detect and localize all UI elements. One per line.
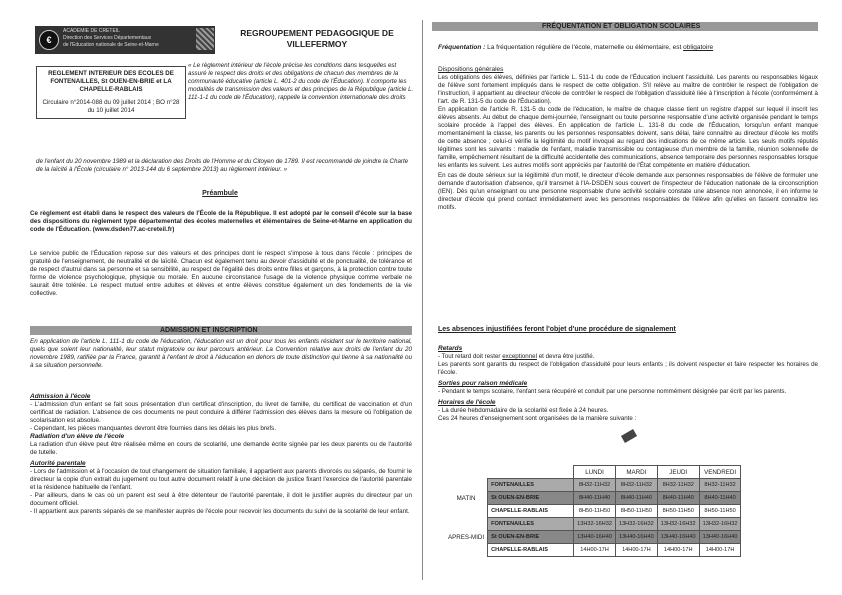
retards-line-1-end: et devra être justifié. bbox=[538, 353, 595, 360]
dispositions-block bbox=[438, 66, 818, 212]
pen-mark-icon bbox=[621, 429, 637, 443]
period-apres-midi: APRES-MIDI bbox=[448, 533, 485, 541]
table-row bbox=[445, 505, 741, 518]
time-cell: 14H00-17H bbox=[574, 544, 616, 557]
logo-line-3: de l'Éducation nationale de Seine-et-Marne bbox=[63, 42, 159, 48]
regulation-title-line1: REGLEMENT INTERIEUR DES ECOLES DE bbox=[48, 70, 174, 77]
school-cell: FONTENAILLES bbox=[488, 518, 574, 531]
frequentation-obligatoire: obligatoire bbox=[683, 44, 714, 51]
time-cell: 8H50-11H50 bbox=[574, 505, 616, 518]
time-cell: 8H32-11H32 bbox=[574, 479, 616, 492]
frequentation-label: Fréquentation : bbox=[438, 44, 486, 51]
regulation-title-line2: FONTENAILLES, St OUEN-EN-BRIE et LA CHAPELLE-RABLAIS bbox=[50, 78, 172, 93]
dispositions-heading: Dispositions générales bbox=[438, 66, 504, 73]
autorite-bullet-2: - Par ailleurs, dans le cas où un parent est seul à être détenteur de l'autorité parentale, il doit le justifier auprès du directeur par un document officiel. bbox=[30, 492, 412, 507]
day-header: LUNDI bbox=[574, 466, 616, 479]
schedule-header-row bbox=[445, 466, 741, 479]
preambule-heading: Préambule bbox=[202, 190, 238, 197]
time-cell: 14H00-17H bbox=[699, 544, 741, 557]
retards-heading: Retards bbox=[438, 345, 463, 352]
time-cell: 8H50-11H50 bbox=[699, 505, 741, 518]
retards-exceptionnel: exceptionnel bbox=[502, 353, 537, 360]
day-header: MARDI bbox=[615, 466, 657, 479]
time-cell: 8H50-11H50 bbox=[657, 505, 699, 518]
school-cell: FONTENAILLES bbox=[488, 479, 574, 492]
intro-quote: « Le règlement intérieur de l'école précise les conditions dans lesquelles est assuré le respect des droits et des obligations de chacun des membres de la communauté éducative (article L. 401-2 du code de l'Éducation). Il comporte les modalités de transmission des valeurs et des principes de la République (article L. 111-1-1 du code de l'Éducation), rappelle la convention internationale des droits bbox=[188, 62, 414, 101]
day-header: JEUDI bbox=[657, 466, 699, 479]
radiation-heading: Radiation d'un élève de l'école bbox=[30, 433, 125, 440]
autorite-bullet-3: - Il appartient aux parents séparés de se manifester auprès de l'école pour recevoir les documents du suivi de la scolarité de leur enfant. bbox=[30, 508, 410, 515]
logo-line-1: ACADÉMIE DE CRÉTEIL bbox=[63, 28, 120, 34]
school-cell: CHAPELLE-RABLAIS bbox=[488, 505, 574, 518]
schedule-corner bbox=[445, 466, 488, 479]
retards-line-2: Les parents sont garants du respect de l'obligation d'assiduité pour leurs enfants ; ils doivent respecter et faire respecter les horaires de l'école. bbox=[438, 361, 818, 376]
school-cell: St OUEN-EN-BRIE bbox=[488, 531, 574, 544]
absences-heading: Les absences injustifiées feront l'objet d'une procédure de signalement bbox=[438, 326, 676, 333]
time-cell: 14H00-17H bbox=[657, 544, 699, 557]
admission-heading: Admission à l'école bbox=[30, 393, 91, 400]
academy-emblem-icon: € bbox=[39, 30, 59, 50]
school-cell: CHAPELLE-RABLAIS bbox=[488, 544, 574, 557]
time-cell: 13H40-16H40 bbox=[615, 531, 657, 544]
time-cell: 13H40-16H40 bbox=[657, 531, 699, 544]
dispositions-paragraph-1: Les obligations des élèves, définies par l'article L. 511-1 du code de l'Éducation incluent l'assiduité. Les parents ou responsables légaux de l'élève sont fortement impliqués dans le respect de cette obligation. S'il relève au maître de contrôler le respect de l'obligation de l'instruction, il appartient au directeur d'école de contrôler le respect de l'obligation d'assiduité liée à l'inscription à l'école (conformément à l'art. de R. 131-5 du code de l'Éducation). bbox=[438, 74, 818, 105]
time-cell: 8H50-11H50 bbox=[615, 505, 657, 518]
group-title-line2: VILLEFERMOY bbox=[286, 39, 348, 49]
intro-quote-continuation: de l'enfant du 20 novembre 1989 et la déclaration des Droits de l'Homme et du Citoyen de 1789. Il est recommandé de joindre la Charte de la laïcité à l'École (circulaire n° 2013-144 du 6 septembre 2013) au règlement intérieur. » bbox=[36, 158, 409, 173]
time-cell: 13H40-16H40 bbox=[699, 531, 741, 544]
admission-section-bar: ADMISSION ET INSCRIPTION bbox=[30, 326, 412, 335]
preambule-paragraph-1: Ce règlement est établi dans le respect des valeurs de l'École de la République. Il est adopté par le conseil d'école sur la base des dispositions du règlement type départemental des écoles maternelles et élémentaires de Seine-et-Marne en application du code de l'Éducation. (www.dsden77.ac-creteil.fr) bbox=[30, 210, 412, 233]
preambule-paragraph-2: Le service public de l'Éducation repose sur des valeurs et des principes dont le respect s'impose à tous dans l'école : principes de gratuité de l'enseignement, de neutralité et de laïcité. Chacun est également tenu au devoir d'assiduité et de ponctualité, de tolérance et de respect d'autrui dans sa personne et sa sensibilité, au respect de l'égalité des droits entre filles et garçons, à la protection contre toute forme de violence psychologique, physique ou morale. En aucune circonstance l'usage de la violence physique comme verbale ne saurait être tolérée. Le respect mutuel entre adultes et élèves et entre élèves constitue également un des fondements de la vie collective. bbox=[30, 250, 412, 297]
table-row bbox=[445, 479, 741, 492]
logo-line-2: Direction des Services Départementaux bbox=[63, 35, 152, 41]
time-cell: 8H40-11H40 bbox=[574, 492, 616, 505]
academy-logo bbox=[35, 26, 215, 54]
time-cell: 8H32-11H32 bbox=[615, 479, 657, 492]
admission-block bbox=[30, 390, 412, 516]
horaires-line-2: Ces 24 heures d'enseignement sont organisées de la manière suivante : bbox=[438, 415, 637, 422]
sorties-text: - Pendant le temps scolaire, l'enfant sera récupéré et conduit par une personne nommément désignée par écrit par les parents. bbox=[438, 388, 787, 395]
time-cell: 13H32-16H32 bbox=[574, 518, 616, 531]
admission-intro: En application de l'article L. 111-1 du code de l'éducation, l'éducation est un droit pour tous les enfants résidant sur le territoire national, quels que soient leur nationalité, leur statut migratoire ou leur parcours antérieur. La Convention relative aux droits de l'enfant du 20 novembre 1989, ratifiée par la France, garantit à l'enfant le droit à l'éducation en dehors de toute distinction qui tienne à sa nationalité ou à sa situation personnelle. bbox=[30, 338, 412, 369]
circulaire-reference: Circulaire n°2014-088 du 09 juillet 2014 ; BO n°28 du 10 juillet 2014 bbox=[42, 99, 180, 114]
time-cell: 14H00-17H bbox=[615, 544, 657, 557]
schedule-table bbox=[445, 465, 741, 557]
time-cell: 8H40-11H40 bbox=[615, 492, 657, 505]
table-row bbox=[445, 531, 741, 544]
table-row bbox=[445, 492, 741, 505]
sorties-heading: Sorties pour raison médicale bbox=[438, 380, 528, 387]
autorite-bullet-1: - Lors de l'admission et à l'occasion de tout changement de situation familiale, il appartient aux parents divorcés ou séparés, de fournir le directeur la copie d'un extrait du jugement ou tout autre document relatif à une décision de justice fixant l'exercice de l'autorité parentale et la résidence habituelle de l'enfant. bbox=[30, 468, 412, 491]
radiation-text: La radiation d'un élève peut être réalisée même en cours de scolarité, une demande écrite signée par les deux parents ou de l'autorité de tutelle. bbox=[30, 441, 412, 456]
retards-line-1 bbox=[438, 353, 818, 361]
time-cell: 8H32-11H32 bbox=[657, 479, 699, 492]
group-title bbox=[222, 28, 412, 50]
frequentation-line bbox=[438, 44, 818, 51]
horaires-line-1: - La durée hebdomadaire de la scolarité est fixée à 24 heures. bbox=[438, 407, 609, 414]
group-title-line1: REGROUPEMENT PEDAGOGIQUE DE bbox=[240, 28, 394, 38]
schedule-corner-2 bbox=[488, 466, 574, 479]
dispositions-paragraph-3: En cas de doute sérieux sur la légitimité d'un motif, le directeur d'école demande aux personnes responsables de l'élève de formuler une demande d'autorisation d'absence, qu'il transmet à l'IA-DSDEN sous couvert de l'inspecteur de l'éducation nationale de la circonscription (IEN). Dès qu'un enseignant ou une personne responsable d'une activité scolaire constate une absence non annoncée, il en informe le directeur d'école qui prend contact immédiatement avec les personnes responsables de l'élève afin qu'elles en fassent connaître les motifs. bbox=[438, 172, 818, 211]
frequentation-section-bar: FRÉQUENTATION ET OBLIGATION SCOLAIRES bbox=[432, 22, 818, 31]
retards-block bbox=[438, 342, 818, 423]
retards-line-1-start: - Tout retard doit rester bbox=[438, 353, 501, 360]
frequentation-text: La fréquentation régulière de l'école, maternelle ou élémentaire, est bbox=[487, 44, 682, 51]
horaires-heading: Horaires de l'école bbox=[438, 399, 496, 406]
table-row bbox=[445, 544, 741, 557]
day-header: VENDREDI bbox=[699, 466, 741, 479]
time-cell: 8H32-11H32 bbox=[699, 479, 741, 492]
time-cell: 8H40-11H40 bbox=[699, 492, 741, 505]
dispositions-paragraph-2: En application de l'article R. 131-5 du code de l'éducation, le maître de chaque classe tient un registre d'appel sur lequel il inscrit les élèves absents. Au début de chaque demi-journée, l'enseignant ou toute personne responsable d'une activité organisée pendant le temps scolaire procède à l'appel des élèves. En application de l'article L. 131-8 du code de l'Éducation, lorsqu'un enfant manque momentanément la classe, les parents ou les personnes responsables doivent, sans délai, faire connaître au directeur d'école les motifs de cette absence ; celui-ci vérifie la légitimité du motif invoqué au regard des indications de ce même article. Les seuls motifs réputés légitimes sont les suivants : maladie de l'enfant, maladie transmissible ou contagieuse d'un membre de la famille, réunion solennelle de famille, empêchement résultant de la difficulté accidentelle des communications, absence temporaire des personnes responsables lorsque les enfants les suivent. Les autres motifs sont appréciés par l'autorité de l'État compétente en matière d'éducation. bbox=[438, 106, 818, 169]
time-cell: 13H32-16H32 bbox=[699, 518, 741, 531]
school-cell: St OUEN-EN-BRIE bbox=[488, 492, 574, 505]
table-row bbox=[445, 518, 741, 531]
time-cell: 13H32-16H32 bbox=[615, 518, 657, 531]
time-cell: 13H32-16H32 bbox=[657, 518, 699, 531]
admission-bullet-2: - Cependant, les pièces manquantes devront être fournies dans les délais les plus brefs. bbox=[30, 425, 277, 432]
column-divider bbox=[422, 20, 423, 580]
autorite-heading: Autorité parentale bbox=[30, 460, 86, 467]
period-matin: MATIN bbox=[456, 494, 476, 502]
time-cell: 8H40-11H40 bbox=[657, 492, 699, 505]
admission-bullet-1: - L'admission d'un enfant se fait sous présentation d'un certificat d'inscription, du livret de famille, du certificat de vaccination et d'un certificat de radiation. L'absence de ces documents ne peut conduire à différer l'admission des élèves dans la mesure où l'obligation de scolarisation est absolue. bbox=[30, 401, 412, 424]
regulation-title-box bbox=[36, 66, 186, 119]
stamp-icon bbox=[196, 28, 214, 50]
time-cell: 13H40-16H40 bbox=[574, 531, 616, 544]
